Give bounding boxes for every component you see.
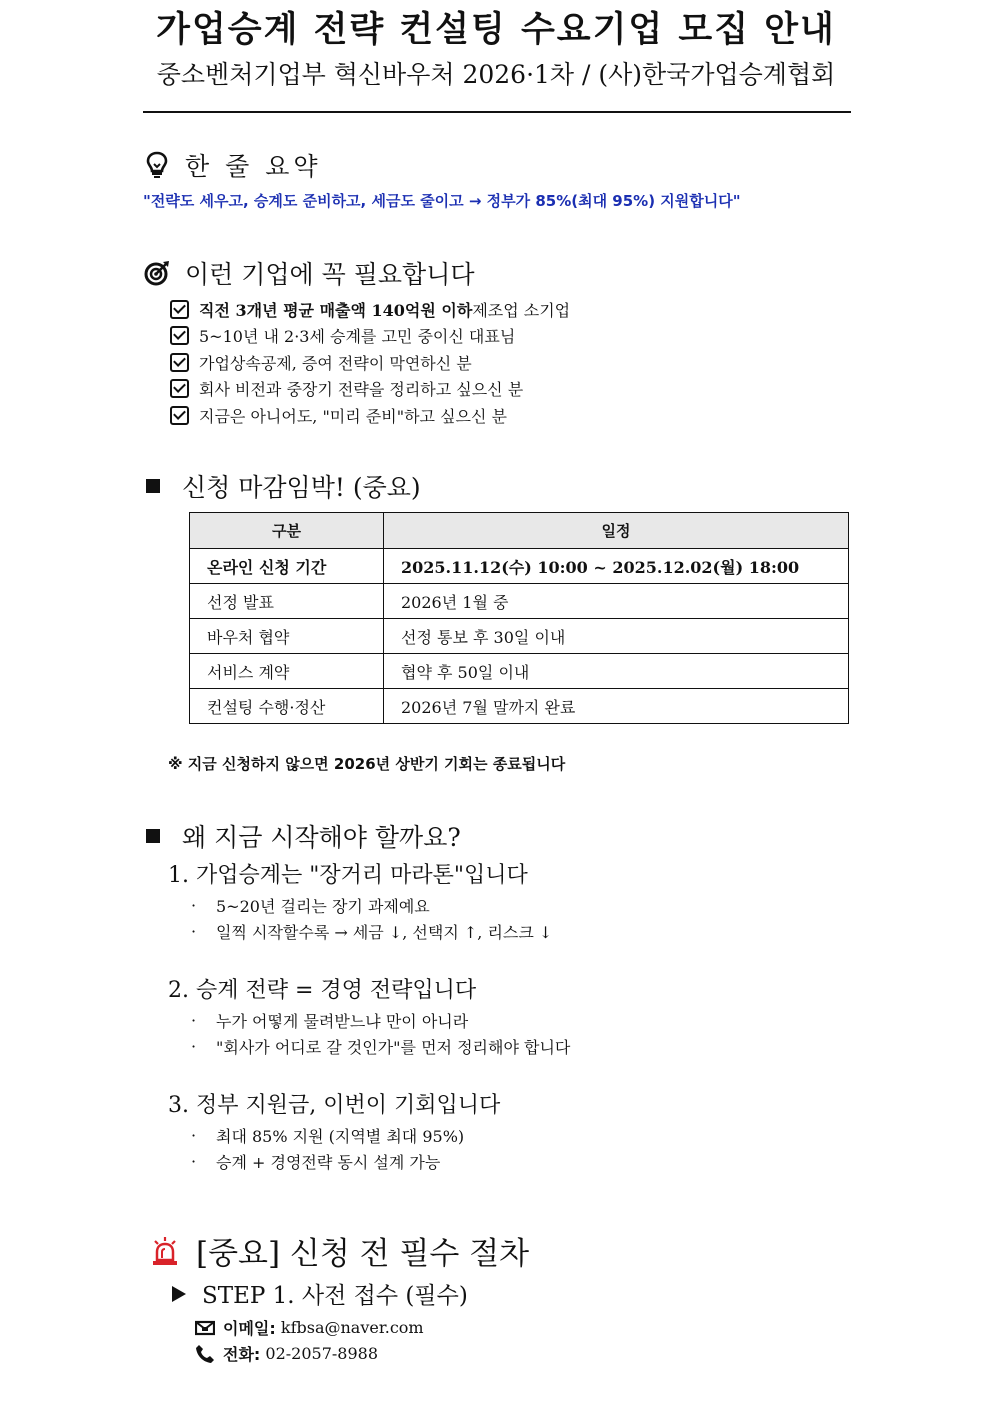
bullet-dot-icon: · — [191, 1151, 197, 1171]
check-item-text: 지금은 아니어도, "미리 준비"하고 싶으신 분 — [199, 406, 507, 426]
header-divider — [143, 111, 851, 113]
list-item — [191, 1148, 464, 1174]
contact-email-row — [195, 1316, 424, 1339]
table-row — [190, 584, 849, 619]
page-title: 가업승계 전략 컨설팅 수요기업 모집 안내 — [156, 10, 836, 50]
checkbox-icon — [170, 406, 189, 425]
table-row — [190, 689, 849, 724]
procedure-heading: [중요] 신청 전 필수 절차 — [196, 1236, 530, 1272]
list-item — [191, 1122, 464, 1148]
why-point-bullets — [191, 1007, 570, 1059]
list-item-text: 누가 어떻게 물려받느냐 만이 아니라 — [216, 1011, 469, 1031]
target-checklist — [170, 296, 570, 429]
check-item-text: 제조업 소기업 — [472, 300, 571, 320]
alarm-siren-icon — [150, 1235, 180, 1267]
check-item — [170, 402, 570, 429]
list-item — [191, 918, 552, 944]
list-item-text: "회사가 어디로 갈 것인가"를 먼저 정리해야 합니다 — [216, 1037, 571, 1057]
bullet-dot-icon: · — [191, 1010, 197, 1030]
deadline-heading: 신청 마감임박! (중요) — [182, 473, 421, 502]
table-cell: 협약 후 50일 이내 — [384, 654, 849, 689]
checkbox-icon — [170, 379, 189, 398]
table-row — [190, 654, 849, 689]
summary-quote: "전략도 세우고, 승계도 준비하고, 세금도 줄이고 → 정부가 85%(최대 95%) 지원합니다" — [143, 192, 741, 210]
list-item-text: 일찍 시작할수록 → 세금 ↓, 선택지 ↑, 리스크 ↓ — [216, 922, 553, 942]
why-point-title: 3. 정부 지원금, 이번이 기회입니다 — [168, 1093, 501, 1118]
target-icon — [143, 259, 171, 287]
target-heading: 이런 기업에 꼭 필요합니다 — [185, 260, 475, 289]
check-item — [170, 296, 570, 323]
phone-label: 전화: — [223, 1345, 261, 1364]
list-item — [191, 1033, 570, 1059]
why-point-bullets — [191, 892, 552, 944]
table-cell: 선정 발표 — [190, 584, 384, 619]
contact-phone-row — [195, 1342, 378, 1365]
table-cell: 서비스 계약 — [190, 654, 384, 689]
deadline-heading-row — [143, 468, 421, 504]
table-header-row — [190, 513, 849, 549]
check-item — [170, 376, 570, 403]
table-cell: 온라인 신청 기간 — [190, 549, 384, 584]
column-header: 구분 — [190, 513, 384, 549]
phone-number[interactable]: 02-2057-8988 — [265, 1344, 379, 1363]
check-item — [170, 349, 570, 376]
table-cell: 컨설팅 수행·정산 — [190, 689, 384, 724]
check-item-bold: 직전 3개년 평균 매출액 140억원 이하 — [199, 300, 473, 320]
square-bullet-icon — [146, 479, 160, 493]
email-address[interactable]: kfbsa@naver.com — [280, 1318, 424, 1337]
checkbox-icon — [170, 300, 189, 319]
why-point-title: 2. 승계 전략 = 경영 전략입니다 — [168, 978, 477, 1003]
table-row — [190, 549, 849, 584]
bullet-dot-icon: · — [191, 895, 197, 915]
table-row — [190, 619, 849, 654]
summary-heading-row — [143, 147, 322, 183]
square-bullet-icon — [146, 829, 160, 843]
list-item-text: 최대 85% 지원 (지역별 최대 95%) — [216, 1126, 465, 1146]
why-heading-row — [143, 818, 461, 854]
bullet-dot-icon: · — [191, 921, 197, 941]
bullet-dot-icon: · — [191, 1125, 197, 1145]
why-point-bullets — [191, 1122, 464, 1174]
table-cell: 바우처 협약 — [190, 619, 384, 654]
checkbox-icon — [170, 353, 189, 372]
triangle-bullet-icon — [172, 1286, 186, 1302]
list-item — [191, 892, 552, 918]
check-item-text: 가업상속공제, 증여 전략이 막연하신 분 — [199, 353, 472, 373]
table-cell: 2025.11.12(수) 10:00 ~ 2025.12.02(월) 18:00 — [384, 549, 849, 584]
check-item — [170, 323, 570, 350]
phone-icon — [195, 1344, 215, 1364]
procedure-heading-row — [150, 1228, 529, 1273]
lightbulb-icon — [143, 151, 171, 179]
list-item-text: 승계 + 경영전략 동시 설계 가능 — [216, 1152, 441, 1172]
why-heading: 왜 지금 시작해야 할까요? — [182, 823, 461, 852]
schedule-table — [189, 512, 849, 724]
step-heading: STEP 1. 사전 접수 (필수) — [202, 1283, 468, 1309]
deadline-note: ※ 지금 신청하지 않으면 2026년 상반기 기회는 종료됩니다 — [168, 755, 566, 773]
bullet-dot-icon: · — [191, 1036, 197, 1056]
table-cell: 선정 통보 후 30일 이내 — [384, 619, 849, 654]
step-heading-row — [172, 1277, 468, 1310]
target-heading-row — [143, 255, 475, 291]
page-subtitle: 중소벤처기업부 혁신바우처 2026·1차 / (사)한국가업승계협회 — [156, 60, 836, 89]
table-cell: 2026년 1월 중 — [384, 584, 849, 619]
envelope-icon — [195, 1320, 215, 1336]
table-cell: 2026년 7월 말까지 완료 — [384, 689, 849, 724]
list-item — [191, 1007, 570, 1033]
check-item-text: 회사 비전과 중장기 전략을 정리하고 싶으신 분 — [199, 380, 524, 400]
column-header: 일정 — [384, 513, 849, 549]
checkbox-icon — [170, 326, 189, 345]
list-item-text: 5~20년 걸리는 장기 과제예요 — [216, 896, 430, 916]
email-label: 이메일: — [223, 1319, 276, 1338]
why-point-title: 1. 가업승계는 "장거리 마라톤"입니다 — [168, 863, 528, 888]
summary-heading: 한 줄 요약 — [185, 152, 322, 181]
check-item-text: 5~10년 내 2·3세 승계를 고민 중이신 대표님 — [199, 327, 516, 347]
